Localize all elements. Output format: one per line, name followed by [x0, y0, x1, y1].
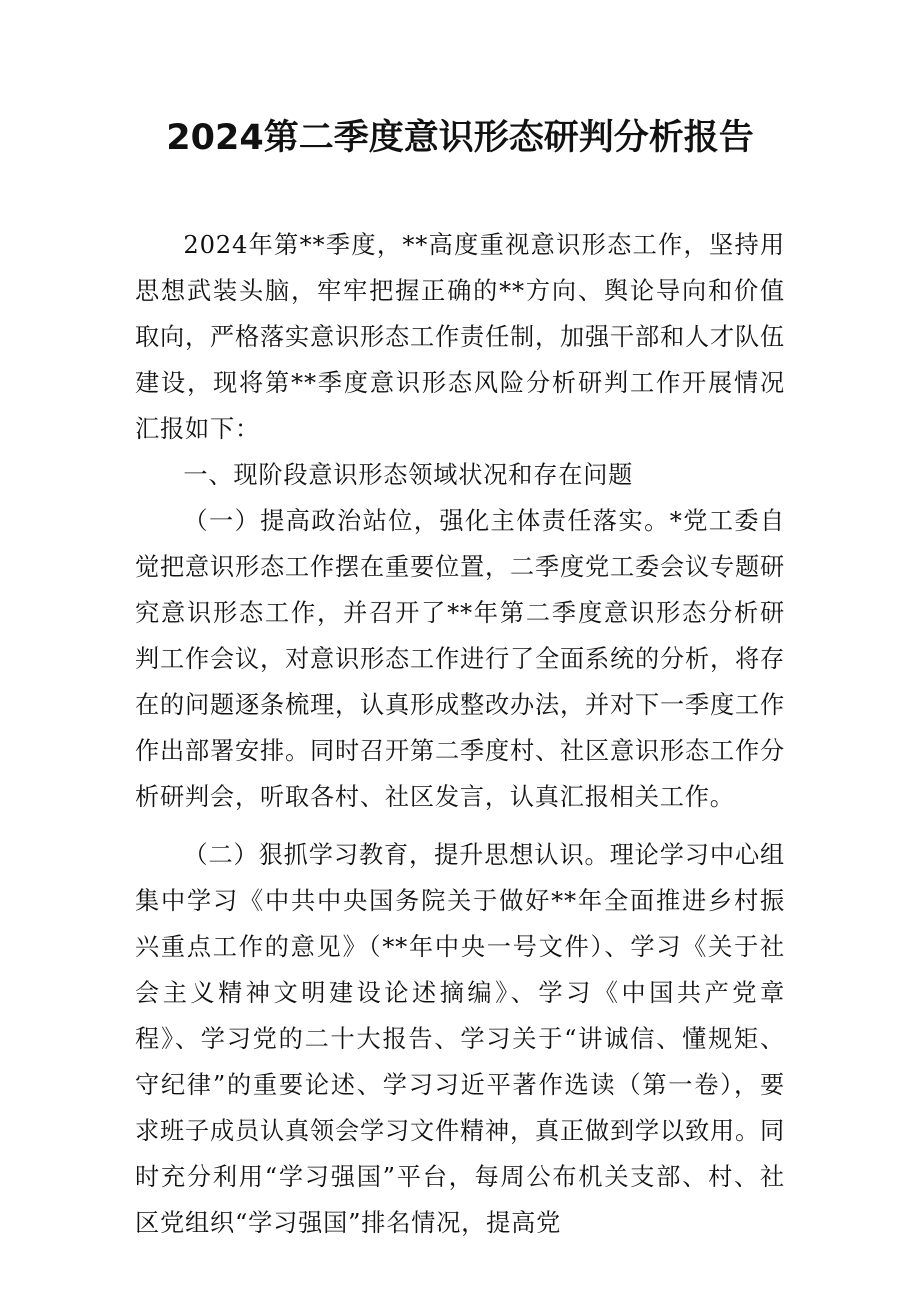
intro-paragraph: 2024年第**季度，**高度重视意识形态工作，坚持用思想武装头脑，牢牢把握正确的**方向、舆论导向和价值取向，严格落实意识形态工作责任制，加强干部和人才队伍建设，现将第**季度意识形态风险分析研判工作开展情况汇报如下：: [135, 231, 785, 443]
paragraph-one: （一）提高政治站位，强化主体责任落实。*党工委自觉把意识形态工作摆在重要位置，二季度党工委会议专题研究意识形态工作，并召开了**年第二季度意识形态分析研判工作会议，对意识形态工作进行了全面系统的分析，将存在的问题逐条梳理，认真形成整改办法，并对下一季度工作作出部署安排。同时召开第二季度村、社区意识形态工作分析研判会，听取各村、社区发言，认真汇报相关工作。: [135, 507, 785, 811]
section-heading: 一、现阶段意识形态领域状况和存在问题: [183, 461, 634, 489]
document-title: 2024第二季度意识形态研判分析报告: [166, 118, 754, 158]
paragraph-two: （二）狠抓学习教育，提升思想认识。理论学习中心组集中学习《中共中央国务院关于做好**年全面推进乡村振兴重点工作的意见》（**年中央一号文件）、学习《关于社会主义精神文明建设论述摘编》、学习《中国共产党章程》、学习党的二十大报告、学习关于“讲诚信、懂规矩、守纪律”的重要论述、学习习近平著作选读（第一卷），要求班子成员认真领会学习文件精神，真正做到学以致用。同时充分利用“学习强国”平台，每周公布机关支部、村、社区党组织“学习强国”排名情况，提高党: [135, 841, 785, 1237]
document-body: [135, 222, 785, 1246]
